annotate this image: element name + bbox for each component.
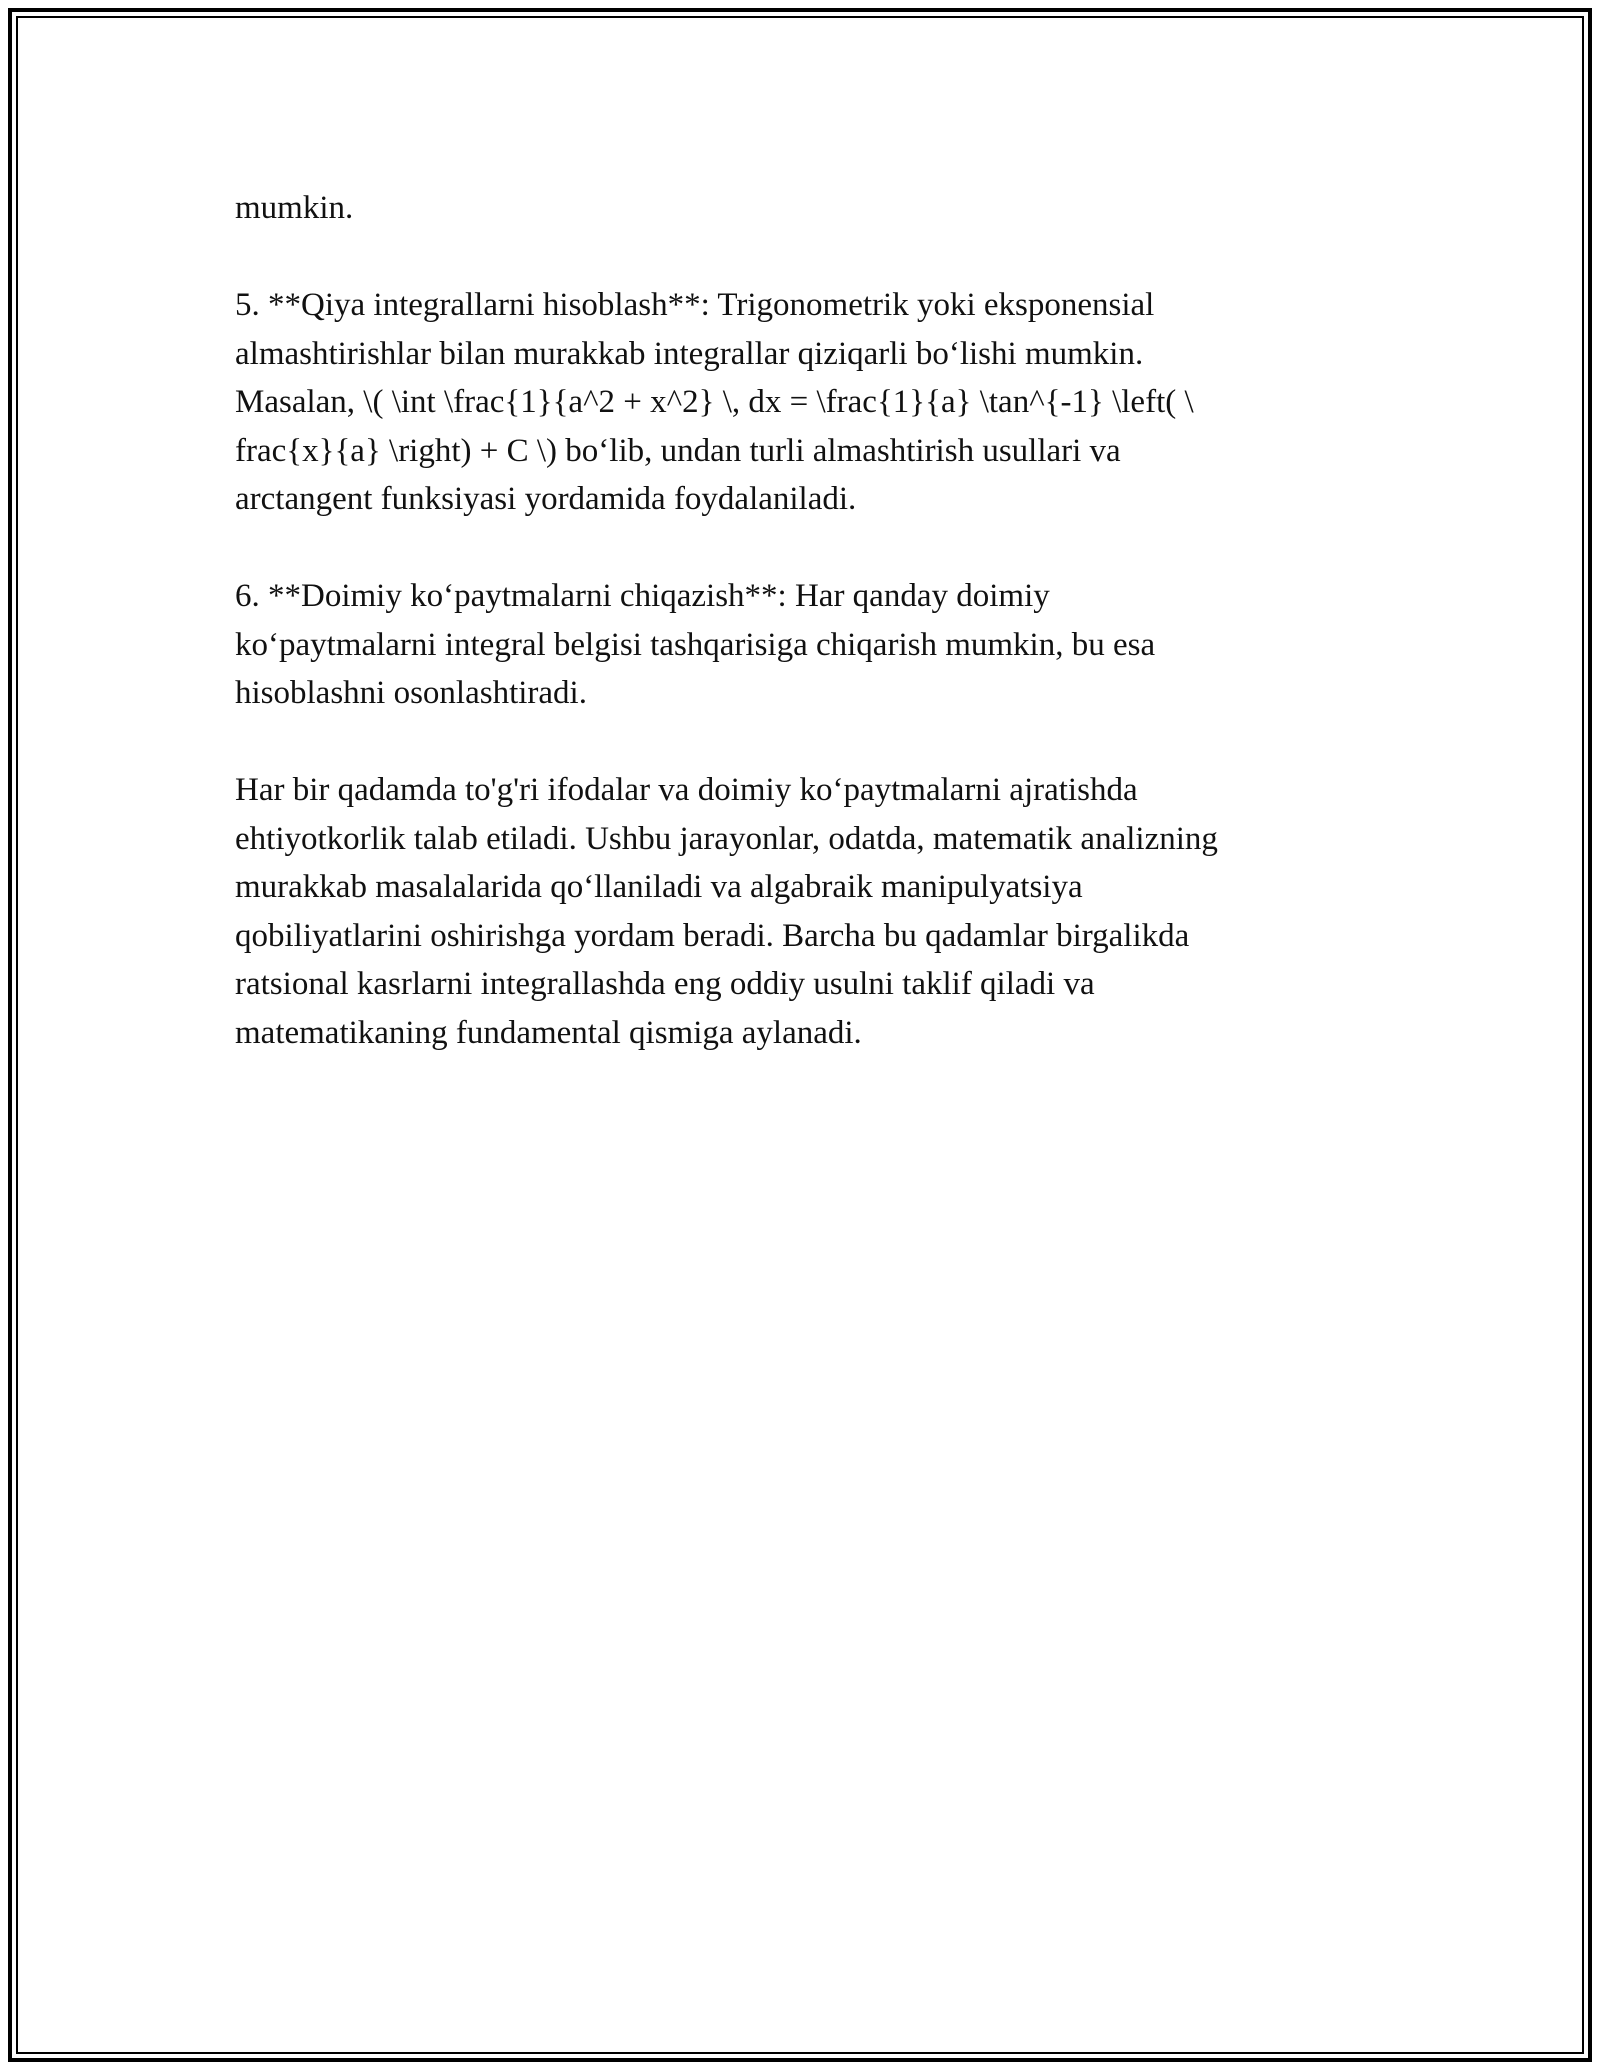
paragraph-summary: Har bir qadamda to'g'ri ifodalar va doimiy ko‘paytmalarni ajratishda ehtiyotkorlik talab etiladi. Ushbu jarayonlar, odatda, matematik analizning murakkab masalalarida qo‘llaniladi va algabraik manipulyatsiya qobiliyatlarini oshirishga yordam beradi. Barcha bu qadamlar birgalikda ratsional kasrlarni integrallashda eng oddiy usulni taklif qiladi va matematikaning fundamental qismiga aylanadi. [235,772,1218,1051]
paragraph-item-6: 6. **Doimiy ko‘paytmalarni chiqazish**: Har qanday doimiy ko‘paytmalarni integral belgisi tashqarisiga chiqarish mumkin, bu esa hisoblashni osonlashtiradi. [235,578,1156,711]
document-body [235,184,1355,1057]
paragraph-continuation: mumkin. [235,190,354,226]
paragraph-item-5: 5. **Qiya integrallarni hisoblash**: Trigonometrik yoki eksponensial almashtirishlar bilan murakkab integrallar qiziqarli bo‘lishi mumkin. Masalan, \( \int \frac{1}{a^2 + x^2} \, dx = \frac{1}{a} \tan^{-1} \left( \ frac{x}{a} \right) + C \) bo‘lib, undan turli almashtirish usullari va arctangent funksiyasi yordamida foydalaniladi. [235,287,1194,517]
